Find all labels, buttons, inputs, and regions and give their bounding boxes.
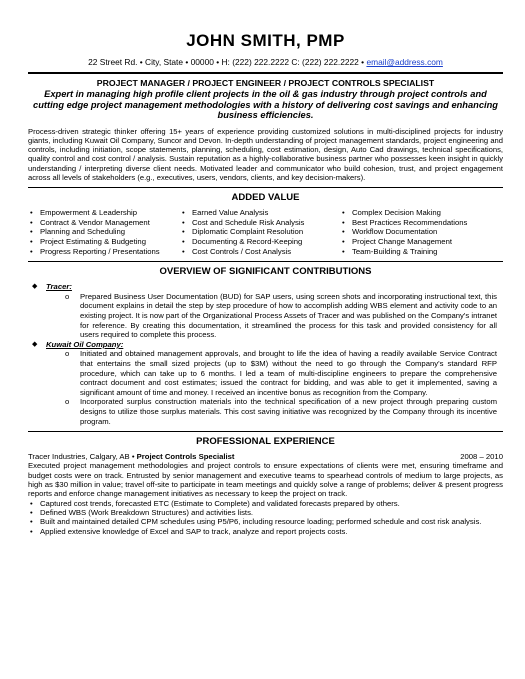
- list-item: • Cost Controls / Cost Analysis: [180, 247, 340, 257]
- list-item: • Earned Value Analysis: [180, 208, 340, 218]
- experience-section: [28, 431, 503, 536]
- section-divider: [28, 187, 503, 188]
- section-heading-added-value: ADDED VALUE: [231, 192, 300, 204]
- added-value-grid: [28, 208, 503, 256]
- list-item: • Progress Reporting / Presentations: [28, 247, 180, 257]
- contribution-detail-text: Incorporated surplus construction materials into the technical specification of a new project through preparing custom designs to utilize those surplus materials. This cost saving initiative was recognized by the Company through its incentive program.: [80, 397, 497, 426]
- experience-bullets: [28, 499, 503, 536]
- experience-header: [28, 452, 503, 461]
- section-heading-experience: PROFESSIONAL EXPERIENCE: [196, 436, 335, 448]
- contact-line: [28, 57, 503, 68]
- added-value-column: [180, 208, 340, 256]
- section-divider: [28, 431, 503, 432]
- contribution-detail: [28, 397, 503, 426]
- list-item: • Documenting & Record-Keeping: [180, 237, 340, 247]
- list-item: • Diplomatic Complaint Resolution: [180, 227, 340, 237]
- list-item: • Team-Building & Training: [340, 247, 500, 257]
- contribution-detail-text: Initiated and obtained management approvals, and brought to life the idea of having a readily available Service Contract that entertains the small sized projects (up to $3M) without the need to go through the Company's standard RFP procedure, which can take up to 6 months. I led a team of multi-discipline engineers to prepare the comprehensive contract document and cost estimates; issued the contract for bidding, and was able to get it implemented, saving a significant amount of time and money. I received an incentive bonus as recognition from the Company.: [80, 349, 497, 397]
- email-link[interactable]: email@address.com: [366, 57, 443, 67]
- diamond-bullet-icon: ◆: [32, 283, 38, 291]
- circle-bullet-icon: o: [65, 349, 70, 359]
- circle-bullet-icon: o: [65, 291, 70, 301]
- circle-bullet-icon: o: [65, 397, 70, 407]
- section-divider: [28, 261, 503, 262]
- experience-summary: Executed project management methodologies and project controls to ensure expectations of clients were met, ensuring timeframe and budget costs were on track. Entrusted by senior management and executive teams to spearhead controls of medium to large projects, as high as $30 million in value; travel off-site to participate in team meetings and quickly solve a range of problems; deliver & present progress reports and enforce change management initiatives as necessary to keep the project on track.: [28, 461, 503, 499]
- contribution-item: [28, 340, 503, 350]
- section-heading-contributions: OVERVIEW OF SIGNIFICANT CONTRIBUTIONS: [159, 266, 372, 278]
- list-item: • Contract & Vendor Management: [28, 218, 180, 228]
- contribution-detail: [28, 349, 503, 397]
- diamond-bullet-icon: ◆: [32, 340, 38, 348]
- contribution-detail: [28, 292, 503, 340]
- header-divider: [28, 72, 503, 74]
- list-item: • Project Estimating & Budgeting: [28, 237, 180, 247]
- employment-dates: 2008 – 2010: [460, 452, 503, 462]
- list-item: • Built and maintained detailed CPM schedules using P5/P6, including resource loading; performed schedule and cost risk analysis.: [28, 517, 503, 526]
- list-item: • Planning and Scheduling: [28, 227, 180, 237]
- list-item: • Empowerment & Leadership: [28, 208, 180, 218]
- experience-employer-line: [28, 452, 234, 461]
- list-item: • Workflow Documentation: [340, 227, 500, 237]
- candidate-name: JOHN SMITH, PMP: [186, 31, 345, 50]
- list-item: • Captured cost trends, forecasted ETC (Estimate to Complete) and validated forecasts prepared by others.: [28, 499, 503, 508]
- professional-tagline: Expert in managing high profile client projects in the oil & gas industry through project controls and cutting edge project management methodologies with a history of delivering cost savings and enhancing business efficiencies.: [33, 89, 498, 120]
- added-value-column: [28, 208, 180, 256]
- contributions-list: [28, 282, 503, 426]
- contribution-company: Kuwait Oil Company:: [46, 339, 124, 349]
- list-item: • Applied extensive knowledge of Excel and SAP to track, analyze and report projects costs.: [28, 527, 503, 536]
- added-value-section: [28, 187, 503, 256]
- experience-entry: [28, 452, 503, 536]
- list-item: • Complex Decision Making: [340, 208, 500, 218]
- list-item: • Cost and Schedule Risk Analysis: [180, 218, 340, 228]
- added-value-column: [340, 208, 500, 256]
- list-item: • Project Change Management: [340, 237, 500, 247]
- professional-summary: Process-driven strategic thinker offering 15+ years of experience providing customized solutions in multi-disciplined projects for industry giants, including Kuwait Oil Company, Suncor and Devon. In-depth understanding of project management standards, project engineering and controls, including initiation, scope statements, planning, scheduling, cost estimation, design, Auto Cad drawings, technical specifications, quality control and cost control / analysis. Sustain reputation as a highly-collaborative business partner who possesses keen insight in quickly understanding / interpreting diverse client needs. Motivated leader and communicator who build cohesion, trust, and project engagement across all levels of stakeholders (e.g., executives, users, vendors, clients, and key decision-makers).: [28, 126, 503, 182]
- contribution-detail-text: Prepared Business User Documentation (BUD) for SAP users, using screen shots and incorporating instructional text, this document explains in detail the step by step procedure of how to accomplish adding WBS element and activity code to an existing project. It is now part of the Organizational Process Assets of Tracer and was published on the Company's intranet for reference. By creating this documentation, it streamlined the process for this task and provided consistency for all users required to complete this process.: [80, 291, 497, 340]
- professional-title: PROJECT MANAGER / PROJECT ENGINEER / PROJECT CONTROLS SPECIALIST: [96, 78, 435, 88]
- list-item: • Best Practices Recommendations: [340, 218, 500, 228]
- employer: Tracer Industries, Calgary, AB •: [28, 452, 137, 462]
- list-item: • Defined WBS (Work Breakdown Structures) and activities lists.: [28, 508, 503, 517]
- contact-details: 22 Street Rd. • City, State • 00000 • H: (222) 222.2222 C: (222) 222.2222 •: [88, 57, 367, 67]
- contribution-item: [28, 282, 503, 292]
- job-role: Project Controls Specialist: [136, 452, 235, 462]
- contributions-section: [28, 261, 503, 426]
- contribution-company: Tracer:: [46, 282, 72, 292]
